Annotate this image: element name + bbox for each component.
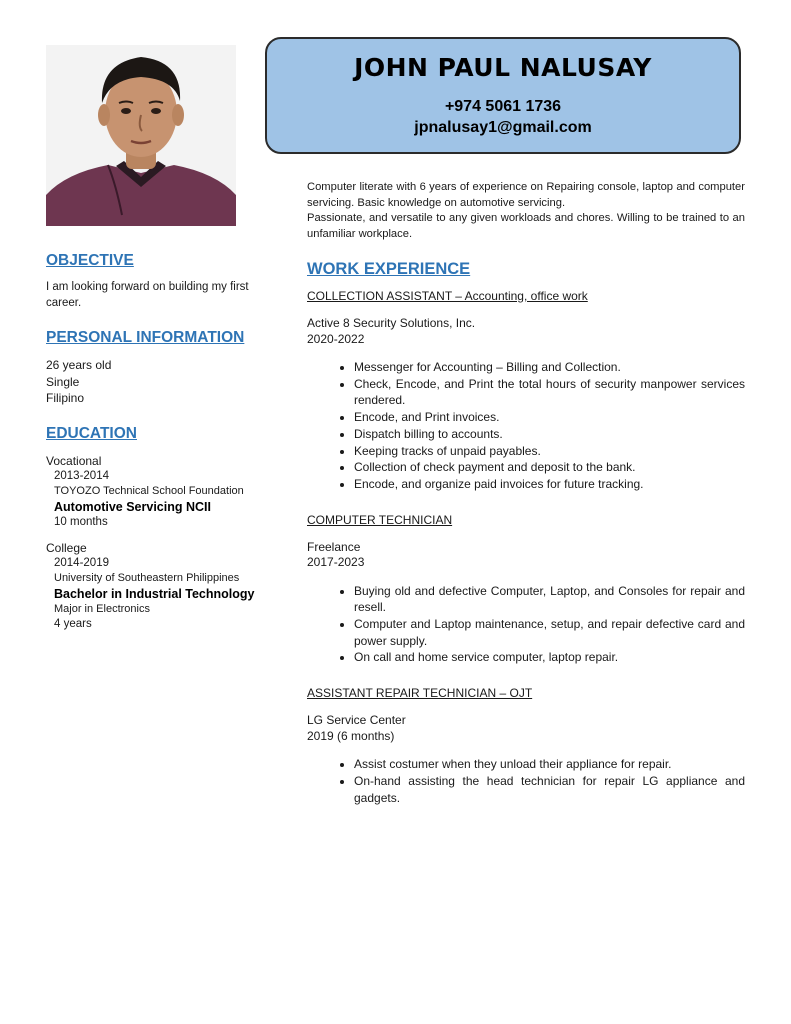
- objective-section: [46, 252, 271, 311]
- duty-item: • On-hand assisting the head technician for repair LG appliance and gadgets.: [354, 773, 745, 806]
- job-entry: [307, 513, 745, 667]
- personal-age: 26 years old: [46, 358, 112, 372]
- job-duties-list: [307, 756, 745, 806]
- education-school: University of Southeastern Philippines: [54, 571, 240, 584]
- education-level: Vocational: [46, 453, 102, 468]
- duty-item: • Buying old and defective Computer, Laptop, and Consoles for repair and resell.: [354, 583, 745, 616]
- profile-summary: [307, 180, 745, 242]
- header-contact-box: [265, 37, 741, 154]
- duty-item: • Dispatch billing to accounts.: [354, 426, 745, 443]
- right-column: [307, 180, 745, 826]
- candidate-name: JOHN PAUL NALUSAY: [354, 53, 652, 82]
- duty-item: • On call and home service computer, laptop repair.: [354, 649, 745, 666]
- job-title: COMPUTER TECHNICIAN: [307, 512, 453, 527]
- job-company: Active 8 Security Solutions, Inc.: [307, 316, 476, 330]
- duty-item: • Encode, and organize paid invoices for future tracking.: [354, 476, 745, 493]
- education-duration: 4 years: [54, 617, 92, 630]
- education-school: TOYOZO Technical School Foundation: [54, 484, 244, 497]
- duty-item: • Keeping tracks of unpaid payables.: [354, 443, 745, 460]
- education-entry-vocational: [46, 453, 271, 530]
- job-period: 2020-2022: [307, 331, 365, 346]
- job-period: 2017-2023: [307, 555, 365, 570]
- education-entry-college: [46, 540, 271, 632]
- duty-item: • Check, Encode, and Print the total hours of security manpower services rendered.: [354, 376, 745, 409]
- duty-item: • Computer and Laptop maintenance, setup, and repair defective card and power supply.: [354, 616, 745, 649]
- job-company: Freelance: [307, 539, 361, 554]
- education-course: Bachelor in Industrial Technology: [54, 586, 255, 601]
- job-period: 2019 (6 months): [307, 728, 395, 743]
- education-level: College: [46, 540, 87, 555]
- education-years: 2013-2014: [54, 469, 109, 482]
- education-years: 2014-2019: [54, 556, 109, 569]
- objective-heading: OBJECTIVE: [46, 252, 134, 269]
- objective-text: I am looking forward on building my first career.: [46, 281, 249, 309]
- job-entry: [307, 686, 745, 806]
- job-duties-list: [307, 359, 745, 493]
- profile-portrait-image: [46, 45, 236, 226]
- job-company: LG Service Center: [307, 713, 406, 728]
- left-column: [46, 252, 271, 650]
- education-course: Automotive Servicing NCII: [54, 499, 211, 514]
- work-experience-heading: WORK EXPERIENCE: [307, 260, 471, 278]
- education-duration: 10 months: [54, 515, 108, 528]
- personal-civil-status: Single: [46, 374, 80, 389]
- education-section: [46, 425, 271, 632]
- education-major: Major in Electronics: [54, 602, 150, 615]
- profile-photo: [46, 45, 236, 226]
- job-title: COLLECTION ASSISTANT – Accounting, office work: [307, 289, 588, 303]
- personal-info-section: [46, 329, 271, 407]
- job-entry: [307, 289, 745, 493]
- education-heading: EDUCATION: [46, 424, 137, 442]
- duty-item: • Assist costumer when they unload their appliance for repair.: [354, 756, 745, 773]
- summary-paragraph: Computer literate with 6 years of experience on Repairing console, laptop and computer servicing. Basic knowledge on automotive servicing.: [307, 181, 745, 209]
- duty-item: • Messenger for Accounting – Billing and Collection.: [354, 359, 745, 376]
- email-address[interactable]: jpnalusay1@gmail.com: [414, 119, 592, 136]
- job-title: ASSISTANT REPAIR TECHNICIAN – OJT: [307, 686, 533, 701]
- duty-item: • Encode, and Print invoices.: [354, 409, 745, 426]
- personal-info-heading: PERSONAL INFORMATION: [46, 329, 245, 346]
- summary-paragraph: Passionate, and versatile to any given workloads and chores. Willing to be trained to an unfamiliar workplace.: [307, 212, 745, 240]
- phone-number: +974 5061 1736: [444, 98, 562, 115]
- personal-nationality: Filipino: [46, 391, 85, 405]
- job-duties-list: [307, 583, 745, 667]
- duty-item: • Collection of check payment and deposit to the bank.: [354, 459, 745, 476]
